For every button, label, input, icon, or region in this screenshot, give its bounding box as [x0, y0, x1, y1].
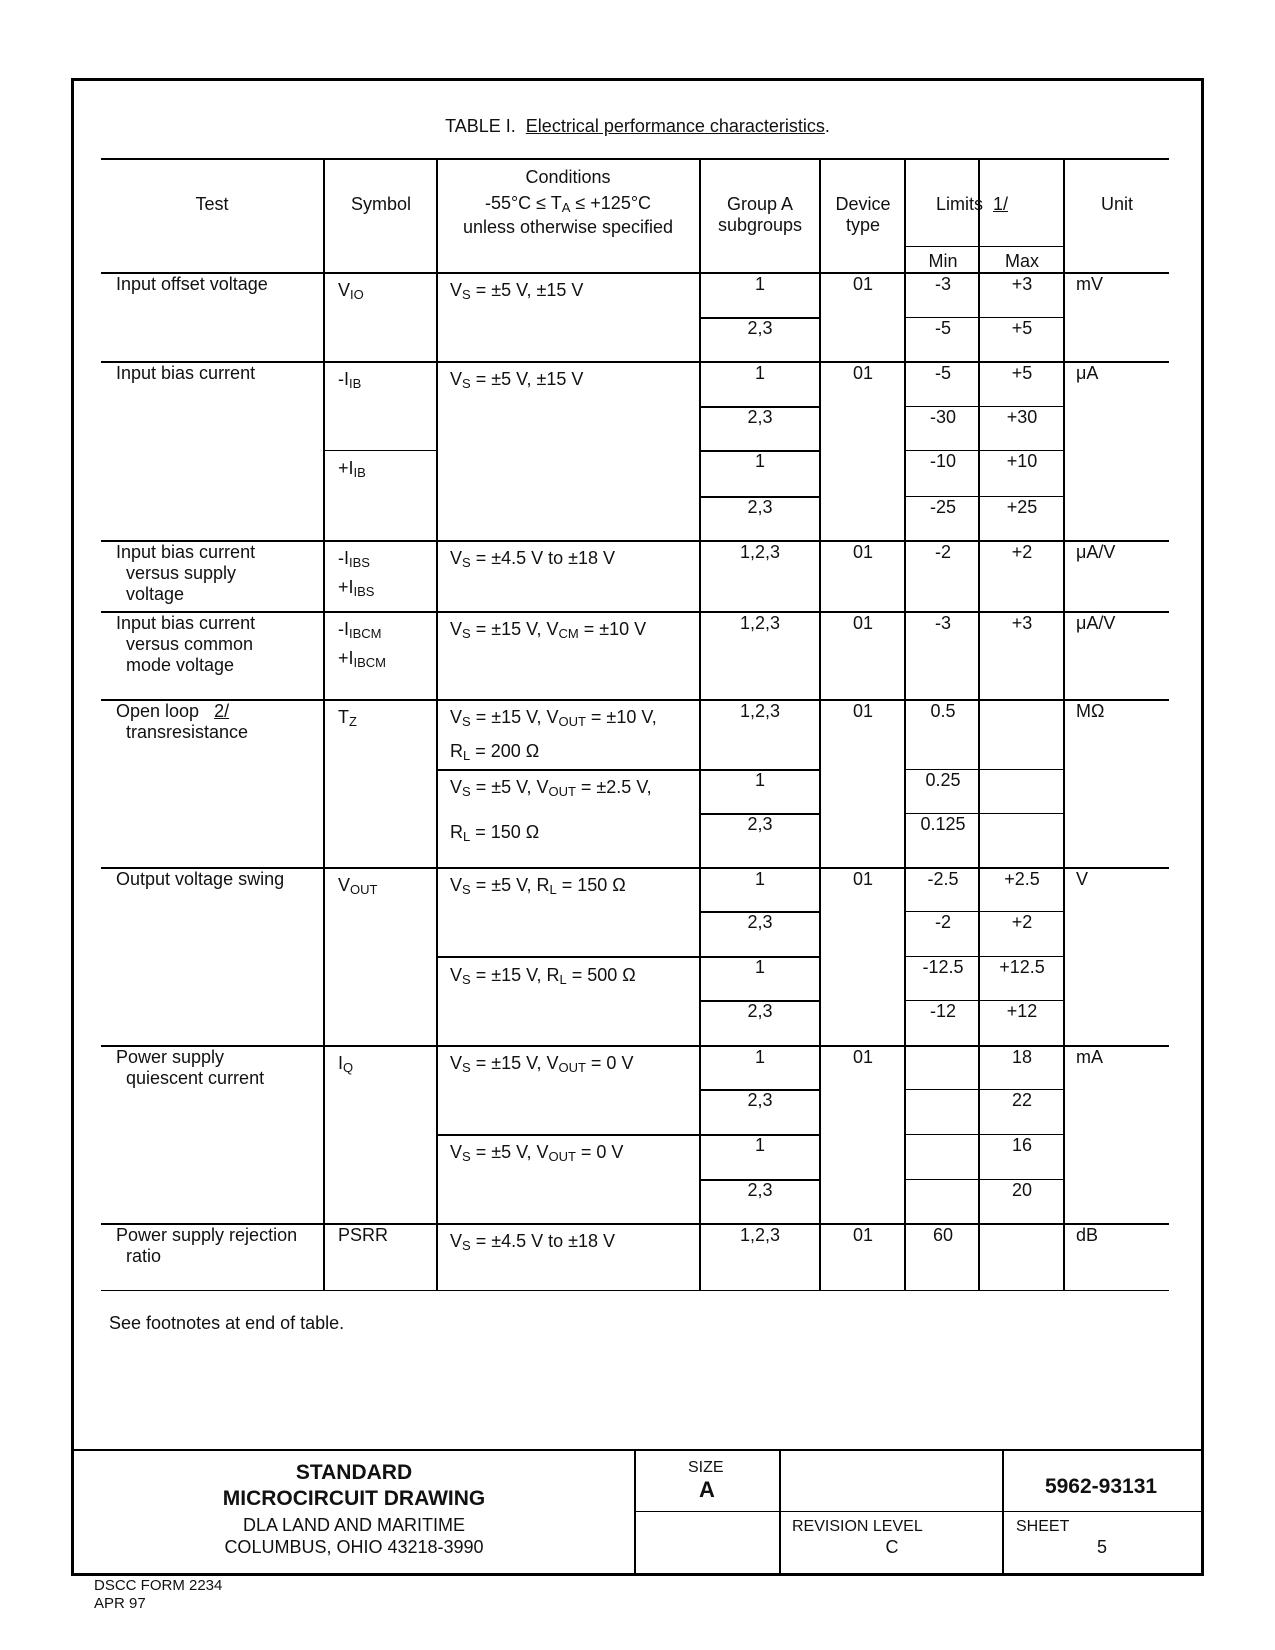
table-rule	[101, 1290, 1169, 1291]
test-label: quiescent current	[126, 1068, 265, 1088]
condition: $V_S = \pm 4.5$ V to ±18 V	[450, 1231, 616, 1253]
limit-min: -30	[929, 407, 957, 427]
limit-max: +12.5	[999, 957, 1045, 977]
limit-rule	[905, 1179, 1064, 1180]
subgroup-value: 1,2,3	[739, 1225, 781, 1245]
header-min: Min	[928, 251, 958, 271]
header-group: Group A	[726, 194, 794, 214]
header-test: Test	[195, 194, 229, 214]
device-type: 01	[852, 274, 874, 294]
header-limits: Limits 1/	[935, 194, 1009, 214]
condition: $R_L = 150$ Ω	[450, 822, 540, 844]
condition: $V_S = \pm 5$ V, ±15 V	[450, 369, 584, 391]
symbol: $V_{OUT}$	[338, 875, 378, 897]
limit-min: -25	[929, 497, 957, 517]
limit-min: -2.5	[927, 869, 959, 889]
size-value: A	[699, 1477, 715, 1502]
table-rule	[101, 699, 1169, 701]
header-max: Max	[1004, 251, 1040, 271]
symbol: $+I_{IBS}$	[338, 577, 375, 599]
agency-name: DLA LAND AND MARITIME	[242, 1515, 466, 1535]
limit-max: +2	[1011, 912, 1033, 932]
limit-rule	[905, 1134, 1064, 1135]
subgroup-value: 1	[754, 1135, 766, 1155]
condition: $V_S = \pm 5$ V, $V_{OUT} = 0$ V	[450, 1142, 624, 1164]
column-rule	[323, 158, 325, 1290]
header-symbol: Symbol	[350, 194, 412, 214]
symbol: $+I_{IBCM}$	[338, 648, 387, 670]
limit-max: +3	[1011, 613, 1033, 633]
subgroup-value: 1	[754, 957, 766, 977]
header-device: Device	[835, 194, 891, 214]
symbol: $I_Q$	[338, 1053, 354, 1075]
column-rule	[978, 158, 980, 1290]
limit-min: -3	[934, 613, 952, 633]
test-label: Input bias current	[116, 542, 256, 562]
test-label: Open loop 2/	[116, 701, 230, 721]
symbol: $+I_{IB}$	[338, 458, 366, 480]
limit-min: -5	[934, 363, 952, 383]
subgroup-value: 2,3	[747, 407, 773, 427]
subgroup-value: 1	[754, 451, 766, 471]
test-label: Input bias current	[116, 613, 256, 633]
subgroup-value: 2,3	[747, 1090, 773, 1110]
limit-max: +30	[1006, 407, 1038, 427]
footnote: See footnotes at end of table.	[109, 1313, 345, 1333]
page-frame	[71, 78, 1204, 1576]
revision-value: C	[885, 1537, 899, 1557]
symbol: $T_Z$	[338, 707, 357, 729]
symbol-rule	[324, 450, 436, 451]
subgroup-value: 2,3	[747, 1001, 773, 1021]
limit-rule	[905, 317, 1064, 318]
test-label: versus common	[126, 634, 254, 654]
column-rule	[1063, 158, 1065, 1290]
limit-rule	[905, 1089, 1064, 1090]
subgroup-value: 1	[754, 1047, 766, 1067]
limit-rule	[905, 911, 1064, 912]
test-label: versus supply	[126, 563, 237, 583]
device-type: 01	[852, 869, 874, 889]
device-type: 01	[852, 701, 874, 721]
microcircuit-heading: MICROCIRCUIT DRAWING	[222, 1487, 486, 1510]
test-label: mode voltage	[126, 655, 235, 675]
drawing-number: 5962-93131	[1044, 1475, 1158, 1498]
limit-max: +5	[1011, 318, 1033, 338]
limit-min: 0.25	[925, 770, 961, 790]
test-label: transresistance	[126, 722, 249, 742]
table-caption: TABLE I. Electrical performance characteristics.	[445, 116, 830, 136]
sheet-label: SHEET	[1016, 1518, 1070, 1535]
condition: $V_S = \pm 4.5$ V to ±18 V	[450, 548, 616, 570]
device-type: 01	[852, 1225, 874, 1245]
test-label: Input bias current	[116, 363, 256, 383]
symbol: $-I_{IBS}$	[338, 548, 370, 570]
form-date: APR 97	[94, 1595, 146, 1612]
limit-max: 22	[1011, 1090, 1033, 1110]
condition: $V_S = \pm 5$ V, ±15 V	[450, 280, 584, 302]
limit-max: 20	[1011, 1180, 1033, 1200]
condition-rule	[437, 769, 699, 771]
condition: $V_S = \pm 5$ V, $V_{OUT} = \pm 2.5$ V,	[450, 777, 652, 799]
table-rule	[101, 540, 1169, 542]
limit-rule	[905, 1000, 1064, 1001]
subgroup-value: 1	[754, 869, 766, 889]
limit-min: 0.125	[920, 814, 966, 834]
header-unit: Unit	[1100, 194, 1134, 214]
test-label: Power supply rejection	[116, 1225, 298, 1245]
title-block-top-line	[74, 1449, 1204, 1451]
agency-address: COLUMBUS, OHIO 43218-3990	[224, 1537, 484, 1557]
revision-label: REVISION LEVEL	[792, 1518, 923, 1535]
subgroup-value: 2,3	[747, 912, 773, 932]
unit-value: V	[1076, 869, 1089, 889]
table-rule	[101, 611, 1169, 613]
header-conditions: Conditions	[525, 167, 611, 187]
subgroup-value: 1	[754, 770, 766, 790]
subgroup-value: 2,3	[747, 1180, 773, 1200]
limit-max: +12	[1006, 1001, 1038, 1021]
symbol: $V_{IO}$	[338, 280, 364, 302]
test-label: Power supply	[116, 1047, 225, 1067]
column-rule	[699, 158, 701, 1290]
test-label: Output voltage swing	[116, 869, 285, 889]
limit-max: +10	[1006, 451, 1038, 471]
limit-rule	[905, 496, 1064, 497]
header-conditions-temp: $-55^\circ C \le T_A \le +125^\circ C$	[484, 193, 652, 215]
symbol: PSRR	[338, 1225, 389, 1245]
condition: $R_L = 200$ Ω	[450, 741, 540, 763]
limit-min: -12.5	[922, 957, 964, 977]
limit-rule	[905, 406, 1064, 407]
limit-max: +2.5	[1004, 869, 1040, 889]
unit-value: μA	[1076, 363, 1099, 383]
unit-value: MΩ	[1076, 701, 1105, 721]
unit-value: mA	[1076, 1047, 1103, 1067]
limit-max: 18	[1011, 1047, 1033, 1067]
subgroup-value: 2,3	[747, 497, 773, 517]
column-rule	[436, 158, 438, 1290]
table-rule	[101, 1045, 1169, 1047]
device-type: 01	[852, 542, 874, 562]
subgroup-value: 2,3	[747, 318, 773, 338]
column-rule	[819, 158, 821, 1290]
condition-rule	[437, 1134, 699, 1136]
header-conditions-note: unless otherwise specified	[462, 217, 674, 237]
limit-min: -3	[934, 274, 952, 294]
test-label: ratio	[126, 1246, 162, 1266]
limit-min: -5	[934, 318, 952, 338]
title-block-mid-line	[635, 1511, 1204, 1512]
test-label: voltage	[126, 584, 185, 604]
condition: $V_S = \pm 15$ V, $V_{OUT} = \pm 10$ V,	[450, 707, 657, 729]
size-label: SIZE	[688, 1459, 724, 1476]
limit-max: 16	[1011, 1135, 1033, 1155]
limit-rule	[905, 450, 1064, 451]
unit-value: dB	[1076, 1225, 1099, 1245]
subgroup-value: 2,3	[747, 814, 773, 834]
table-rule	[101, 361, 1169, 363]
limit-max: +2	[1011, 542, 1033, 562]
unit-value: mV	[1076, 274, 1103, 294]
condition-rule	[437, 956, 699, 958]
device-type: 01	[852, 613, 874, 633]
device-type: 01	[852, 1047, 874, 1067]
sheet-value: 5	[1096, 1537, 1108, 1557]
subgroup-value: 1,2,3	[739, 542, 781, 562]
unit-value: μA/V	[1076, 613, 1116, 633]
header-subgroups: subgroups	[717, 215, 803, 235]
table-rule	[101, 158, 1169, 160]
limits-rule	[905, 246, 1064, 247]
limit-max: +3	[1011, 274, 1033, 294]
limit-min: 0.5	[930, 701, 956, 721]
limit-min: -2	[934, 542, 952, 562]
limit-min: -2	[934, 912, 952, 932]
standard-heading: STANDARD	[295, 1461, 413, 1484]
subgroup-value: 1	[754, 274, 766, 294]
device-type: 01	[852, 363, 874, 383]
condition: $V_S = \pm 5$ V, $R_L = 150$ Ω	[450, 875, 626, 897]
condition: $V_S = \pm 15$ V, $V_{CM} = \pm 10$ V	[450, 619, 647, 641]
symbol: $-I_{IB}$	[338, 369, 362, 391]
symbol: $-I_{IBCM}$	[338, 619, 382, 641]
form-number: DSCC FORM 2234	[94, 1577, 223, 1594]
unit-value: μA/V	[1076, 542, 1116, 562]
test-label: Input offset voltage	[116, 274, 268, 294]
column-rule	[904, 158, 906, 1290]
subgroup-value: 1,2,3	[739, 701, 781, 721]
limit-min: -10	[929, 451, 957, 471]
header-type: type	[845, 215, 881, 235]
subgroup-value: 1,2,3	[739, 613, 781, 633]
subgroup-value: 1	[754, 363, 766, 383]
condition: $V_S = \pm 15$ V, $R_L = 500$ Ω	[450, 965, 636, 987]
limit-min: 60	[932, 1225, 954, 1245]
condition: $V_S = \pm 15$ V, $V_{OUT} = 0$ V	[450, 1053, 634, 1075]
limit-min: -12	[929, 1001, 957, 1021]
limit-max: +5	[1011, 363, 1033, 383]
limit-max: +25	[1006, 497, 1038, 517]
